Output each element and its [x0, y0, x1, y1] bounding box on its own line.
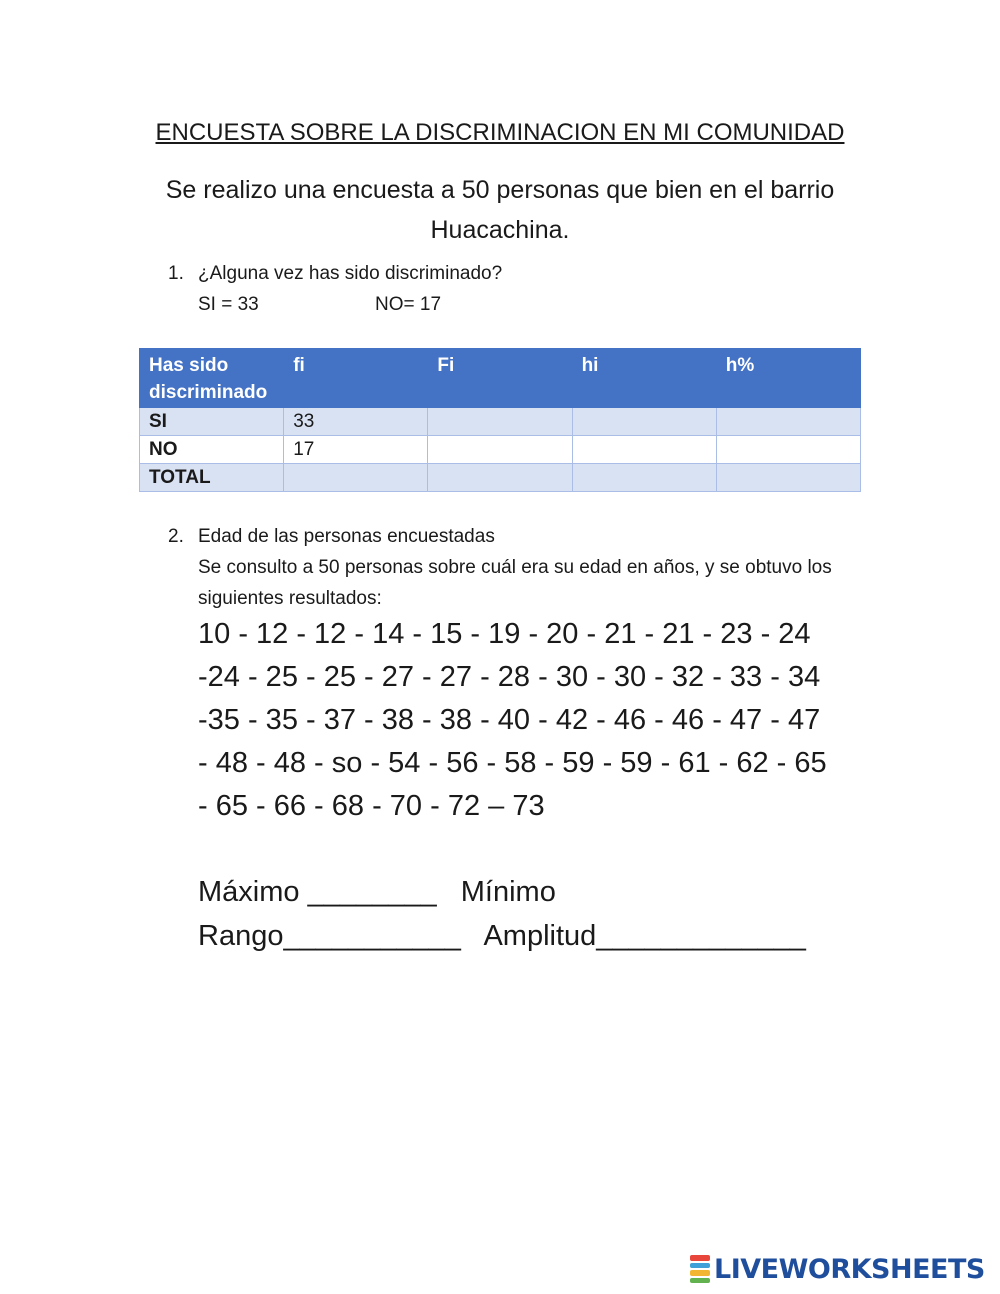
max-min-line[interactable]: Máximo ________ Mínimo [198, 876, 556, 908]
cell-Fi-input[interactable] [428, 464, 572, 492]
liveworksheets-icon [690, 1255, 710, 1283]
question-2 [168, 521, 495, 552]
cell-h-percent-input[interactable] [716, 464, 860, 492]
question-2-text: Edad de las personas encuestadas [198, 526, 495, 547]
table-row-si [140, 408, 861, 436]
row-label: NO [140, 436, 284, 464]
question-1 [168, 258, 502, 289]
liveworksheets-logo [690, 1252, 985, 1286]
intro-text [130, 170, 870, 250]
cell-hi-input[interactable] [572, 436, 716, 464]
intro-line-2: Huacachina. [430, 216, 570, 244]
ages-line: -35 - 35 - 37 - 38 - 38 - 40 - 42 - 46 - 46 - 47 - 47 [198, 704, 821, 736]
worksheet-title: ENCUESTA SOBRE LA DISCRIMINACION EN MI COMUNIDAD [155, 119, 845, 146]
liveworksheets-wordmark: LIVEWORKSHEETS [714, 1253, 985, 1285]
header-has-sido-discriminado: Has sido discriminado [140, 349, 284, 408]
header-fi: fi [284, 349, 428, 408]
frequency-table [139, 348, 861, 492]
no-count: NO= 17 [375, 294, 442, 315]
cell-fi-input[interactable] [284, 464, 428, 492]
question-2-description: Se consulto a 50 personas sobre cuál era su edad en años, y se obtuvo los siguientes resultados: [198, 557, 832, 609]
ages-line: - 65 - 66 - 68 - 70 - 72 – 73 [198, 790, 545, 822]
cell-hi-input[interactable] [572, 408, 716, 436]
cell-hi-input[interactable] [572, 464, 716, 492]
cell-fi: 33 [284, 408, 428, 436]
ages-line: - 48 - 48 - so - 54 - 56 - 58 - 59 - 59 - 61 - 62 - 65 [198, 747, 827, 779]
range-amplitude-line[interactable]: Rango___________ Amplitud_____________ [198, 920, 806, 952]
ages-line: -24 - 25 - 25 - 27 - 27 - 28 - 30 - 30 - 32 - 33 - 34 [198, 661, 821, 693]
table-row-total [140, 464, 861, 492]
table-row-no [140, 436, 861, 464]
cell-h-percent-input[interactable] [716, 436, 860, 464]
header-h-percent: h% [716, 349, 860, 408]
cell-Fi-input[interactable] [428, 436, 572, 464]
question-2-number: 2. [168, 526, 184, 547]
ages-line: 10 - 12 - 12 - 14 - 15 - 19 - 20 - 21 - 21 - 23 - 24 [198, 618, 811, 650]
row-label: SI [140, 408, 284, 436]
header-hi: hi [572, 349, 716, 408]
question-1-text: ¿Alguna vez has sido discriminado? [198, 263, 503, 284]
header-Fi: Fi [428, 349, 572, 408]
intro-line-1: Se realizo una encuesta a 50 personas que bien en el barrio [165, 176, 835, 204]
table-header-row [140, 349, 861, 408]
cell-Fi-input[interactable] [428, 408, 572, 436]
row-label: TOTAL [140, 464, 284, 492]
cell-fi: 17 [284, 436, 428, 464]
question-1-number: 1. [168, 263, 184, 284]
ages-list [198, 613, 827, 828]
question-1-values [198, 289, 441, 320]
cell-h-percent-input[interactable] [716, 408, 860, 436]
si-count: SI = 33 [198, 294, 259, 315]
